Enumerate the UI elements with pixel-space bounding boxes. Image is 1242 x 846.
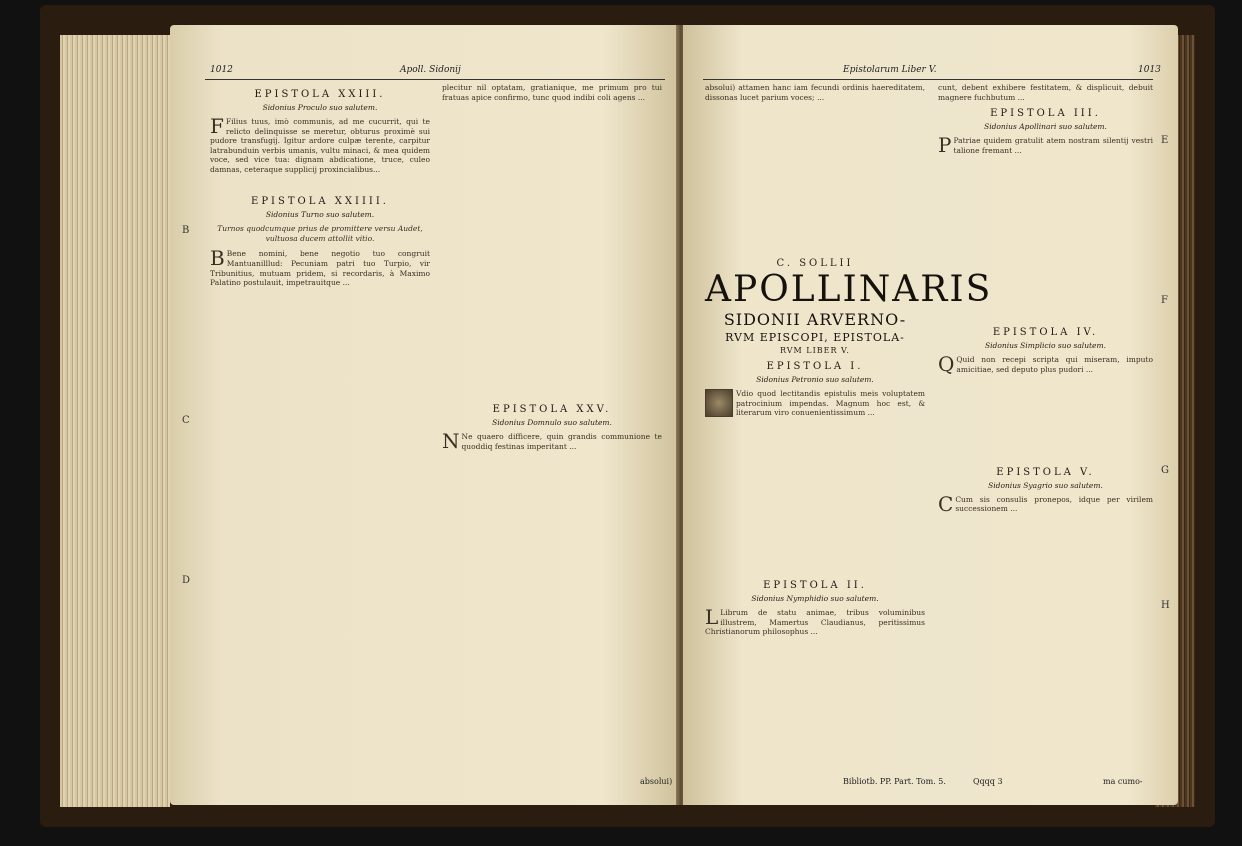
margin-letter: B xyxy=(182,225,190,236)
margin-letter: D xyxy=(182,575,191,586)
header-rule xyxy=(205,79,665,80)
epistle-title: EPISTOLA III. xyxy=(990,108,1101,120)
right-page-number: 1013 xyxy=(1138,65,1161,75)
drop-cap: C xyxy=(938,491,954,516)
right-page xyxy=(683,25,1178,805)
left-column-a xyxy=(210,83,430,294)
left-column-b xyxy=(442,83,662,457)
epistle-salutation: Sidonius Petronio suo salutem. xyxy=(756,375,874,385)
author-prefix: C. SOLLII xyxy=(776,258,854,270)
epistle-body: B Bene nomini, bene negotio tuo congruit Mantuanilllud: Pecuniam patri tuo Turpio, vir Tribunitius, mutuam pridem, si recordaris, à Maximo Palatino postulauit, impetrauitque ... xyxy=(210,246,430,288)
text-block-spacer xyxy=(938,381,1153,461)
drop-cap: N xyxy=(442,429,460,454)
epistle-title: EPISTOLA XXIIII. xyxy=(251,196,389,208)
right-footer-signature: Bibliotb. PP. Part. Tom. 5. xyxy=(843,777,946,786)
epistle-body: P Patriae quidem gratulit atem nostram silentij vestri talione fremant ... xyxy=(938,133,1153,158)
catchword: ma cumo- xyxy=(1103,777,1143,786)
drop-cap: Q xyxy=(938,352,955,377)
epistle-body: N Ne quaero difficere, quin grandis communione te quoddiq festinas imperitant ... xyxy=(442,429,662,454)
ornamental-initial-icon xyxy=(705,389,733,417)
epistle-body: C Cum sis consulis pronepos, idque per virilem successionem ... xyxy=(938,491,1153,516)
margin-letter: F xyxy=(1161,295,1168,306)
epistle-salutation: Sidonius Apollinari suo salutem. xyxy=(984,122,1107,132)
open-book xyxy=(40,5,1215,827)
epistle-body: L Librum de statu animae, tribus voluminibus illustrem, Mamertus Claudianus, peritissimus Christianorum philosophus ... xyxy=(705,604,925,637)
left-page xyxy=(170,25,680,805)
drop-cap: F xyxy=(210,114,224,138)
margin-letter: E xyxy=(1161,135,1169,146)
epistle-salutation: Sidonius Proculo suo salutem. xyxy=(262,103,378,112)
epistle-title: EPISTOLA IV. xyxy=(992,327,1099,339)
epistle-salutation: Sidonius Simplicio suo salutem. xyxy=(985,341,1106,351)
margin-letter: G xyxy=(1161,465,1169,476)
epistle-body: absolui) attamen hanc iam fecundi ordinis haereditatem, dissonas lucet parium voces; ... xyxy=(705,83,925,102)
epistle-salutation: Sidonius Syagrio suo salutem. xyxy=(988,480,1103,490)
epistle-body-filler xyxy=(210,181,430,191)
text-block-spacer xyxy=(705,424,925,574)
left-running-head: Apoll. Sidonij xyxy=(400,65,461,75)
left-footer: absolui) xyxy=(640,777,673,786)
book-number: RVM LIBER V. xyxy=(780,346,850,356)
epistle-title: EPISTOLA XXIII. xyxy=(254,89,386,100)
epistle-salutation: Sidonius Nymphidio suo salutem. xyxy=(751,593,879,603)
epistle-salutation: Sidonius Domnulo suo salutem. xyxy=(492,418,612,428)
right-column-b xyxy=(938,83,1153,520)
text-block-spacer xyxy=(938,161,1153,321)
header-rule xyxy=(703,79,1153,80)
right-running-head: Epistolarum Liber V. xyxy=(843,65,937,75)
text-block-spacer xyxy=(705,108,925,258)
right-column-a xyxy=(705,83,993,643)
epistle-body: plecitur nil optatam, gratianique, me primum pro tui fratuas apice confirmo, tunc quod indibi coli agens ... xyxy=(442,83,662,102)
epistle-body: F Filius tuus, imò communis, ad me cucurrit, qui te relicto delinquisse se meretur, obturus proximè sui pudore transfugij. Igitur ardore culpæ terente, carpitur latrabunduin verbis umanis, vultu minaci, & mea quidem voce, sed vice tua: dignam abdicatione, truce, culeo damnas, ceteraque supplicij proxincialibus... xyxy=(210,114,430,174)
right-footer-gathering: Qqqq 3 xyxy=(973,777,1003,786)
epistle-title: EPISTOLA I. xyxy=(766,361,864,373)
margin-letter: H xyxy=(1161,600,1170,611)
book-subtitle: SIDONII ARVERNO- xyxy=(723,310,907,330)
drop-cap: P xyxy=(938,133,952,158)
drop-cap: L xyxy=(705,604,719,629)
verse-quote: Turnos quodcumque prius de promittere versu Audet, vultuosa ducem attollit vitio. xyxy=(217,224,423,243)
text-block-spacer xyxy=(442,108,662,398)
book-subtitle-2: RVM EPISCOPI, EPISTOLA- xyxy=(725,331,905,345)
epistle-body: Vdio quod lectitandis epistulis meis voluptatem patrocinium impendas. Magnum hoc est, & literarum viro conuenientissimum ... xyxy=(705,389,925,418)
epistle-title: EPISTOLA V. xyxy=(996,466,1095,478)
margin-letter: C xyxy=(182,415,190,426)
epistle-title: EPISTOLA II. xyxy=(763,579,867,591)
left-page-edges xyxy=(60,35,170,807)
epistle-title: EPISTOLA XXV. xyxy=(492,404,612,416)
left-page-number: 1012 xyxy=(210,65,233,75)
epistle-salutation: Sidonius Turno suo salutem. xyxy=(265,210,375,220)
book-title: APOLLINARIS xyxy=(705,269,993,311)
epistle-body: Q Quid non recepi scripta qui miseram, imputo amicitiae, sed deputo plus pudori ... xyxy=(938,352,1153,377)
epistle-body: cunt, debent exhibere festitatem, & displicuit, debuit magnere fuchbutum ... xyxy=(938,83,1153,102)
drop-cap: B xyxy=(210,246,225,271)
